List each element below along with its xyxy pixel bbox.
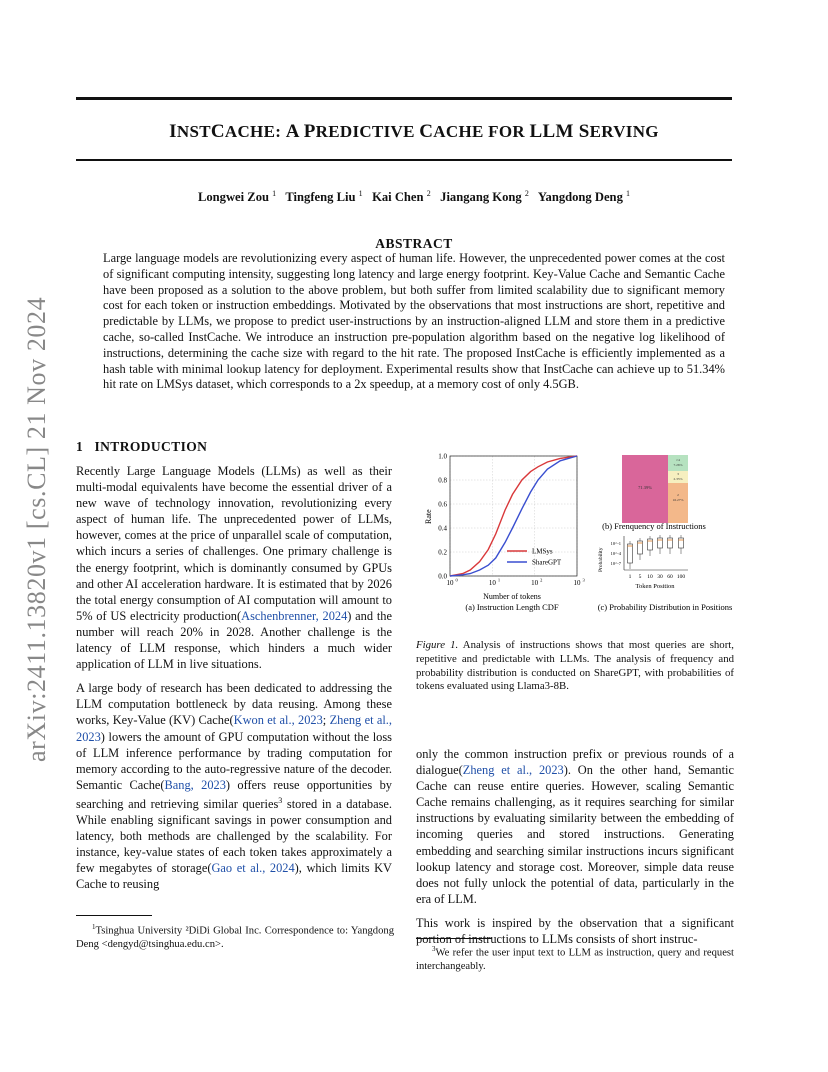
author: Yangdong Deng $^1$ xyxy=(537,189,631,205)
citation-link[interactable]: Kwon et al., 2023 xyxy=(233,713,323,728)
y-tick-label: 10^-7 xyxy=(610,561,621,566)
y-tick-label: 0.2 xyxy=(438,548,447,557)
legend-label: LMSys xyxy=(532,547,553,556)
ylabel-probability: Probability xyxy=(598,547,604,572)
treemap-label: 2.35% xyxy=(673,477,683,481)
box xyxy=(628,544,633,563)
section-heading: 1 INTRODUCTION xyxy=(76,439,208,454)
title-rule-top xyxy=(76,97,732,100)
subcaption-c: (c) Probability Distribution in Positions xyxy=(597,602,732,612)
paragraph: A large body of research has been dedicated to addressing the LLM computation bottleneck by data reusing. Among these works, Key-Value (KV) Cache(Kwon et al., 2023; Zheng et al., 2023) lowers the amount of GPU computation without the loss of LLM inference performance by trading computation for memory according to the auto-regressive nature of the decoder. Semantic Cache(Bang, 2023) offers reuse opportunities by searching and retrieving similar queries$^3$ stored in a database. While enabling significant savings in power consumption and latency, both methods are challenged by the scalability. For instance, key-value states of each token takes approximately a few megabytes of storage(Gao et al., 2024), which limits KV Cache to reusing xyxy=(76,681,393,892)
frequency-treemap xyxy=(622,455,688,523)
paper-title: INSTCACHE: A PREDICTIVE CACHE FOR LLM SERVING xyxy=(169,121,659,142)
x-tick-exponent: 2 xyxy=(540,577,543,583)
x-tick-label: 1 xyxy=(628,574,632,580)
citation-link[interactable]: Aschenbrenner, 2024 xyxy=(241,608,348,623)
treemap-label: ≥4 xyxy=(676,458,680,462)
xlabel-tokens: Number of tokens xyxy=(483,592,541,601)
boxplot-boxes xyxy=(628,535,684,569)
box xyxy=(668,538,673,548)
x-tick-label: 10 xyxy=(488,579,496,587)
paragraph: This work is inspired by the observation that a significant portion of instructions to LLMs consists of short instruc- xyxy=(416,915,734,947)
paragraph: Recently Large Language Models (LLMs) as well as their multi-modal equivalents have become the essential driver of a new wave of technology innovation, revolutionizing every aspect of human life. The unprecedented power of LLMs, however, comes at the price of unparallel scale of computation, which incurs a series of challenges. One primary challenge is the energy footprint, which is dominantly consumed by GPUs and other AI acceleration hardware. It is estimated that by 2026 the total energy consumption of AI computation will amount to 5% of US electricity production(Aschenbrenner, 2024) and the number will reach 20% in 2028. Another challenge is the latency of LLM response, which hinders a much wider application of LLM in live situations. xyxy=(76,464,392,672)
author: Tingfeng Liu $^1$ xyxy=(285,189,363,205)
xlabel-token-position: Token Position xyxy=(635,583,675,590)
y-tick-label: 0.4 xyxy=(438,524,447,533)
box xyxy=(658,538,663,548)
author: Jiangang Kong $^2$ xyxy=(440,189,529,205)
subcaption-b: (b) Frenquency of Instructions xyxy=(602,521,706,531)
arxiv-stamp: arXiv:2411.13820v1 [cs.CL] 21 Nov 2024 xyxy=(22,296,51,762)
footnote-rule xyxy=(76,915,152,916)
x-tick-exponent: 1 xyxy=(497,577,501,583)
footnote-3: $^3$We refer the user input text to LLM as instruction, query and request interchangeably. xyxy=(416,945,734,973)
legend-label: ShareGPT xyxy=(532,558,562,567)
treemap-label: 7.26% xyxy=(673,463,683,467)
y-tick-label: 10^-1 xyxy=(610,541,621,546)
y-tick-label: 1.0 xyxy=(438,452,447,461)
treemap-label: 71.39% xyxy=(638,485,652,490)
ylabel-rate: Rate xyxy=(424,509,433,524)
footnote-rule xyxy=(416,938,492,939)
figure-caption: Figure 1. Analysis of instructions shows that most queries are short, repetitive and predictable with LLMs. The analysis of frequency and probability distribution is conducted on ShareGPT, with probabilities of tokens evaluated using Llama3-8B. xyxy=(416,639,734,693)
y-tick-label: 0.6 xyxy=(438,500,447,509)
citation-link[interactable]: Bang, 2023 xyxy=(164,777,226,792)
x-tick-label: 10 xyxy=(446,579,454,587)
citation-link[interactable]: Zheng et al., 2023 xyxy=(462,763,564,778)
title-rule-bottom xyxy=(76,159,732,161)
x-tick-label: 30 xyxy=(657,574,663,580)
probability-boxplot xyxy=(598,535,688,590)
box xyxy=(679,538,684,548)
figure-1 xyxy=(412,448,732,620)
paragraph: only the common instruction prefix or previous rounds of a dialogue(Zheng et al., 2023). On the other hand, Semantic Cache can reuse entire queries. However, scaling Semantic Cache remains challenging, as it requires searching for similar instructions by evaluating similarity between the embedding of incoming queries and stored instructions. Generating embedding and searching similar instructions incurs significant lookup latency and storage cost. Moreover, simple data reuse does not fully unlock the potential of data, particularly in the era of LLM. xyxy=(416,747,735,906)
x-tick-label: 5 xyxy=(638,574,642,580)
treemap-label: 16.27% xyxy=(672,498,684,502)
treemap-label: 3 xyxy=(677,472,679,476)
right-column xyxy=(416,746,734,947)
abstract-heading: ABSTRACT xyxy=(375,236,453,251)
y-tick-label: 0.8 xyxy=(438,476,447,485)
x-tick-label: 60 xyxy=(667,574,673,580)
y-tick-label: 10^-4 xyxy=(610,551,621,556)
cdf-plot xyxy=(438,453,585,588)
citation-link[interactable]: Gao et al., 2024 xyxy=(211,861,295,876)
author: Longwei Zou $^1$ xyxy=(197,189,277,205)
abstract-text: Large language models are revolutionizing every aspect of human life. However, the unprecedented power comes at the cost of significant computing intensity, suggesting long latency and large energy footprint. Key-Value Cache and Semantic Cache have been proposed as a solution to the above problem, but both suffer from limited scalability due to significant memory cost for each token or instruction embeddings. Motivated by the observations that most instructions are short, repetitive and predictable by LLMs, we propose to predict user-instructions by an instruction-aligned LLM and store them in a predictive cache, so-called InstCache. We introduce an instruction pre-population algorithm based on the negative log likelihood of instructions, determining the cache size with regard to the hit rate. The proposed InstCache is efficiently implemented as a hash table with minimal lookup latency for deployment. Experimental results show that InstCache can achieve up to 51.34% hit rate on LMSys dataset, which corresponds to a 2x speedup, at a memory cost of only 4.5GB. xyxy=(103,251,725,392)
treemap-cell-2 xyxy=(668,483,688,523)
y-tick-label: 0.0 xyxy=(438,572,447,581)
footnote-marker[interactable]: 3 xyxy=(278,795,283,805)
x-tick-label: 10 xyxy=(647,574,653,580)
x-tick-label: 100 xyxy=(676,574,686,580)
author-list xyxy=(0,189,828,205)
left-column xyxy=(76,463,392,893)
x-tick-exponent: 3 xyxy=(582,577,585,583)
treemap-label: 2 xyxy=(677,493,679,497)
author: Kai Chen $^2$ xyxy=(372,189,431,205)
x-tick-label: 10 xyxy=(573,579,581,587)
citation-link[interactable]: Zheng et al., 2023 xyxy=(76,713,393,744)
subcaption-a: (a) Instruction Length CDF xyxy=(465,602,559,612)
affiliation-footnote: $^1$Tsinghua University ²DiDi Global Inc. Correspondence to: Yangdong Deng <dengyd@tsinghua.edu.cn>. xyxy=(76,923,394,951)
x-tick-exponent: 0 xyxy=(455,577,458,583)
x-tick-label: 10 xyxy=(531,579,539,587)
